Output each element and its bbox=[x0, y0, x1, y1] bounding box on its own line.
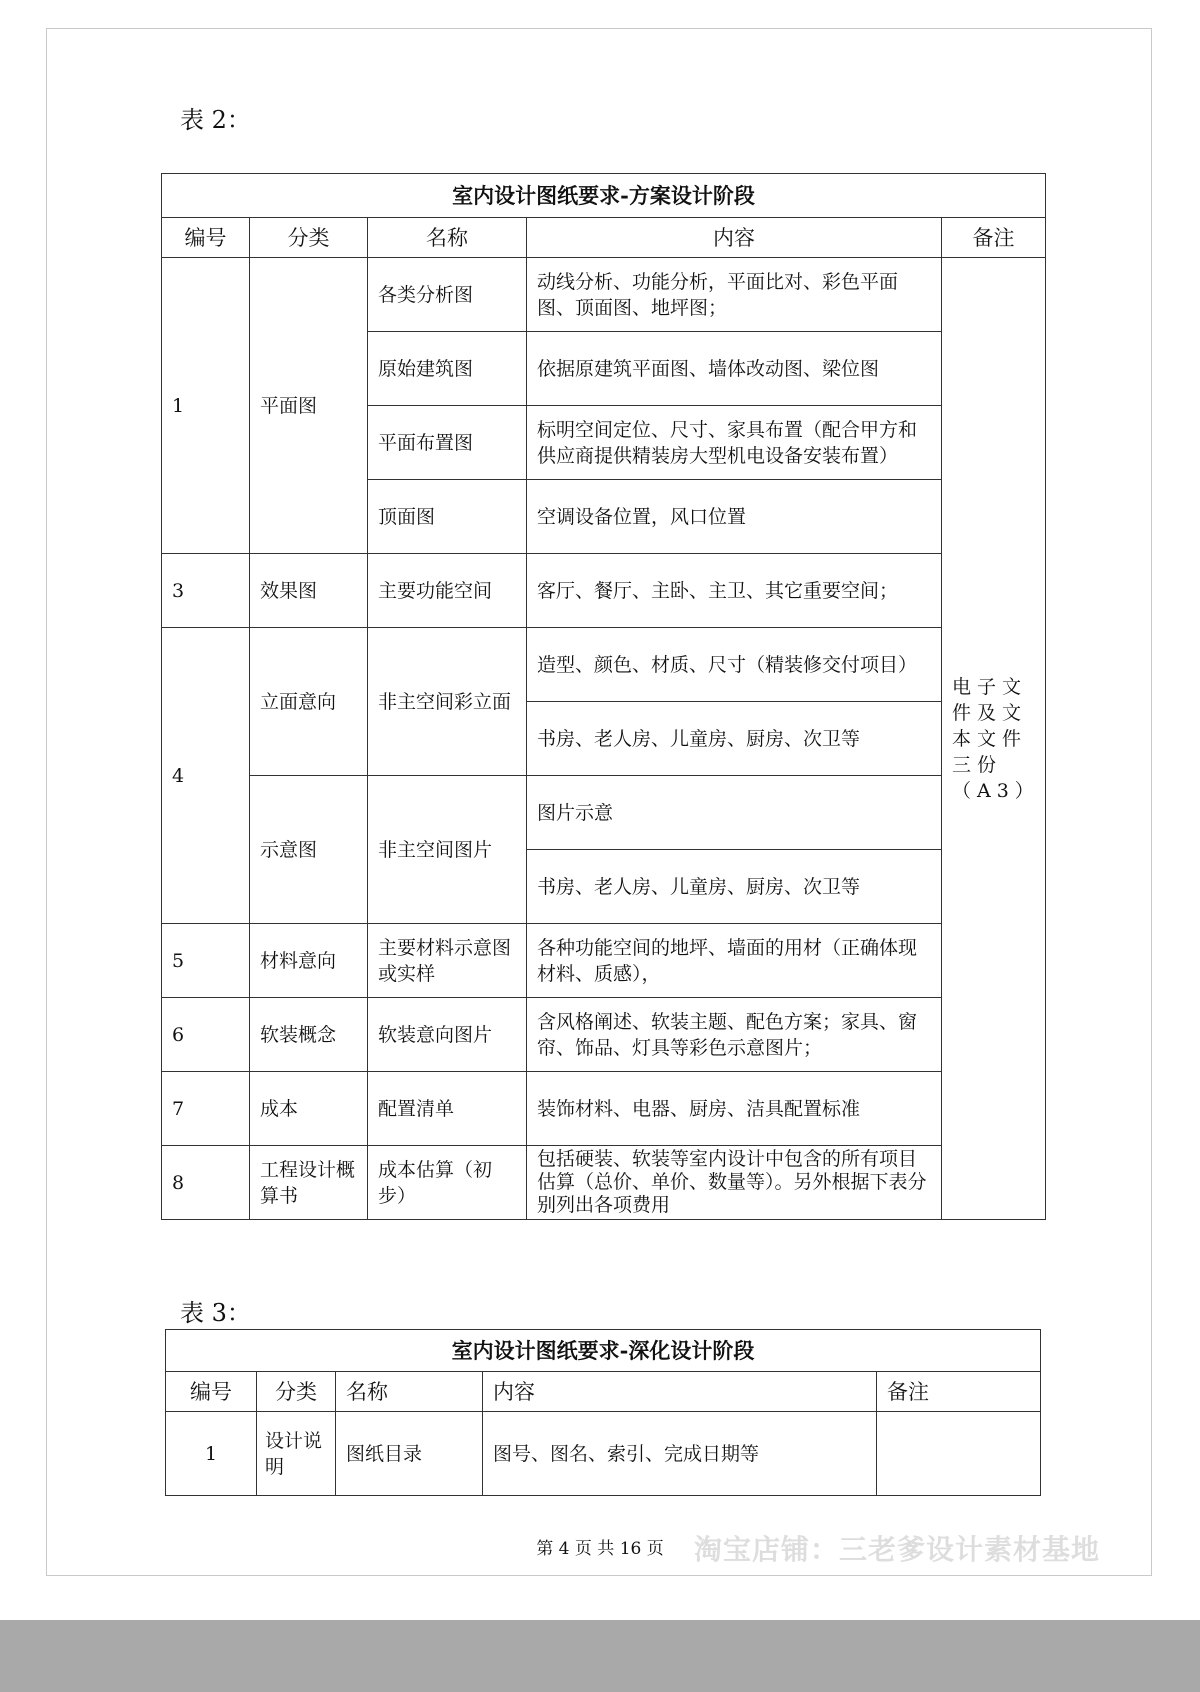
row-name: 顶面图 bbox=[368, 480, 527, 554]
row-number: 1 bbox=[166, 1412, 257, 1496]
row-number: 6 bbox=[162, 998, 250, 1072]
row-name: 非主空间彩立面 bbox=[368, 628, 527, 776]
table-row bbox=[166, 1412, 1041, 1496]
row-name: 图纸目录 bbox=[336, 1412, 483, 1496]
table2-scheme-design bbox=[161, 173, 1046, 1220]
row-number: 5 bbox=[162, 924, 250, 998]
row-category: 材料意向 bbox=[250, 924, 368, 998]
row-name: 主要材料示意图或实样 bbox=[368, 924, 527, 998]
row-name: 原始建筑图 bbox=[368, 332, 527, 406]
row-category: 设计说明 bbox=[257, 1412, 336, 1496]
row-content: 动线分析、功能分析，平面比对、彩色平面图、顶面图、地坪图； bbox=[527, 258, 942, 332]
table3-caption: 表 3： bbox=[180, 1299, 251, 1327]
header-name: 名称 bbox=[336, 1372, 483, 1412]
row-category: 效果图 bbox=[250, 554, 368, 628]
row-name: 主要功能空间 bbox=[368, 554, 527, 628]
watermark: 淘宝店铺：三老爹设计素材基地 bbox=[694, 1533, 1101, 1566]
table-row bbox=[162, 1072, 1046, 1146]
row-content: 书房、老人房、儿童房、厨房、次卫等 bbox=[527, 850, 942, 924]
row-content: 依据原建筑平面图、墙体改动图、梁位图 bbox=[527, 332, 942, 406]
table-row bbox=[162, 554, 1046, 628]
table-row bbox=[162, 1146, 1046, 1220]
row-name: 平面布置图 bbox=[368, 406, 527, 480]
row-category: 示意图 bbox=[250, 776, 368, 924]
table2-caption: 表 2： bbox=[180, 106, 251, 134]
row-category: 立面意向 bbox=[250, 628, 368, 776]
row-content: 图号、图名、索引、完成日期等 bbox=[483, 1412, 877, 1496]
row-content: 空调设备位置，风口位置 bbox=[527, 480, 942, 554]
table-row bbox=[162, 924, 1046, 998]
row-name: 各类分析图 bbox=[368, 258, 527, 332]
table2-title: 室内设计图纸要求-方案设计阶段 bbox=[162, 174, 1046, 218]
header-category: 分类 bbox=[257, 1372, 336, 1412]
row-content: 标明空间定位、尺寸、家具布置（配合甲方和供应商提供精装房大型机电设备安装布置） bbox=[527, 406, 942, 480]
row-content: 装饰材料、电器、厨房、洁具配置标准 bbox=[527, 1072, 942, 1146]
row-number: 4 bbox=[162, 628, 250, 924]
row-category: 成本 bbox=[250, 1072, 368, 1146]
header-remark: 备注 bbox=[942, 218, 1046, 258]
table3-title: 室内设计图纸要求-深化设计阶段 bbox=[166, 1330, 1041, 1372]
row-content: 书房、老人房、儿童房、厨房、次卫等 bbox=[527, 702, 942, 776]
row-content: 包括硬装、软装等室内设计中包含的所有项目估算（总价、单价、数量等）。另外根据下表分别列出各项费用 bbox=[527, 1146, 942, 1220]
row-content: 各种功能空间的地坪、墙面的用材（正确体现材料、质感）， bbox=[527, 924, 942, 998]
table-row bbox=[162, 628, 1046, 702]
remark-cell: 电子文件及文本文件三份（A3） bbox=[942, 258, 1046, 1220]
header-content: 内容 bbox=[527, 218, 942, 258]
row-name: 非主空间图片 bbox=[368, 776, 527, 924]
table3-detail-design bbox=[165, 1329, 1041, 1496]
header-category: 分类 bbox=[250, 218, 368, 258]
table-row bbox=[162, 998, 1046, 1072]
row-number: 7 bbox=[162, 1072, 250, 1146]
page-footer: 第 4 页 共 16 页 bbox=[536, 1539, 664, 1559]
row-content: 含风格阐述、软装主题、配色方案；家具、窗帘、饰品、灯具等彩色示意图片； bbox=[527, 998, 942, 1072]
header-number: 编号 bbox=[162, 218, 250, 258]
header-remark: 备注 bbox=[877, 1372, 1041, 1412]
row-content: 客厅、餐厅、主卧、主卫、其它重要空间； bbox=[527, 554, 942, 628]
row-name: 成本估算（初步） bbox=[368, 1146, 527, 1220]
row-number: 1 bbox=[162, 258, 250, 554]
row-name: 配置清单 bbox=[368, 1072, 527, 1146]
table-row bbox=[162, 776, 1046, 850]
row-number: 3 bbox=[162, 554, 250, 628]
row-category: 工程设计概算书 bbox=[250, 1146, 368, 1220]
row-category: 软装概念 bbox=[250, 998, 368, 1072]
header-content: 内容 bbox=[483, 1372, 877, 1412]
row-content: 造型、颜色、材质、尺寸（精装修交付项目） bbox=[527, 628, 942, 702]
row-content: 图片示意 bbox=[527, 776, 942, 850]
row-category: 平面图 bbox=[250, 258, 368, 554]
header-number: 编号 bbox=[166, 1372, 257, 1412]
header-name: 名称 bbox=[368, 218, 527, 258]
row-name: 软装意向图片 bbox=[368, 998, 527, 1072]
row-number: 8 bbox=[162, 1146, 250, 1220]
table-row bbox=[162, 258, 1046, 332]
row-remark bbox=[877, 1412, 1041, 1496]
